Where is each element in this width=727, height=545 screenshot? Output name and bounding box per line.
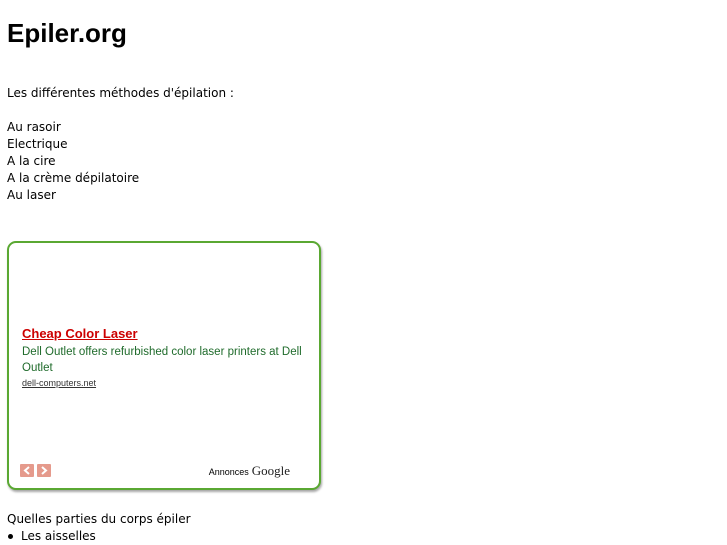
method-item-creme: A la crème dépilatoire (7, 171, 140, 185)
ad-annonces-label: Annonces (208, 467, 249, 477)
methods-list (7, 119, 139, 204)
parts-item-label: Les aisselles (21, 529, 96, 543)
method-item-laser: Au laser (7, 188, 56, 202)
parts-list (7, 528, 96, 545)
ad-attribution[interactable] (209, 463, 290, 479)
method-item-rasoir: Au rasoir (7, 120, 61, 134)
method-item-electrique: Electrique (7, 137, 68, 151)
chevron-right-icon (40, 466, 48, 475)
bullet-icon (8, 534, 13, 539)
chevron-left-icon (23, 466, 31, 475)
google-logo: Google (251, 463, 290, 478)
parts-list-item (7, 528, 96, 545)
ad-prev-button[interactable] (20, 464, 34, 477)
ad-description: Dell Outlet offers refurbished color laser printers at Dell Outlet (22, 346, 302, 374)
ad-next-button[interactable] (37, 464, 51, 477)
intro-text: Les différentes méthodes d'épilation : (7, 86, 234, 100)
ad-navigation (20, 464, 51, 477)
ad-box (7, 241, 321, 490)
ad-title-link[interactable]: Cheap Color Laser (22, 326, 138, 341)
site-title: Epiler.org (7, 18, 127, 48)
parts-heading: Quelles parties du corps épiler (7, 512, 191, 526)
method-item-cire: A la cire (7, 154, 56, 168)
ad-url-link[interactable]: dell-computers.net (22, 378, 97, 388)
